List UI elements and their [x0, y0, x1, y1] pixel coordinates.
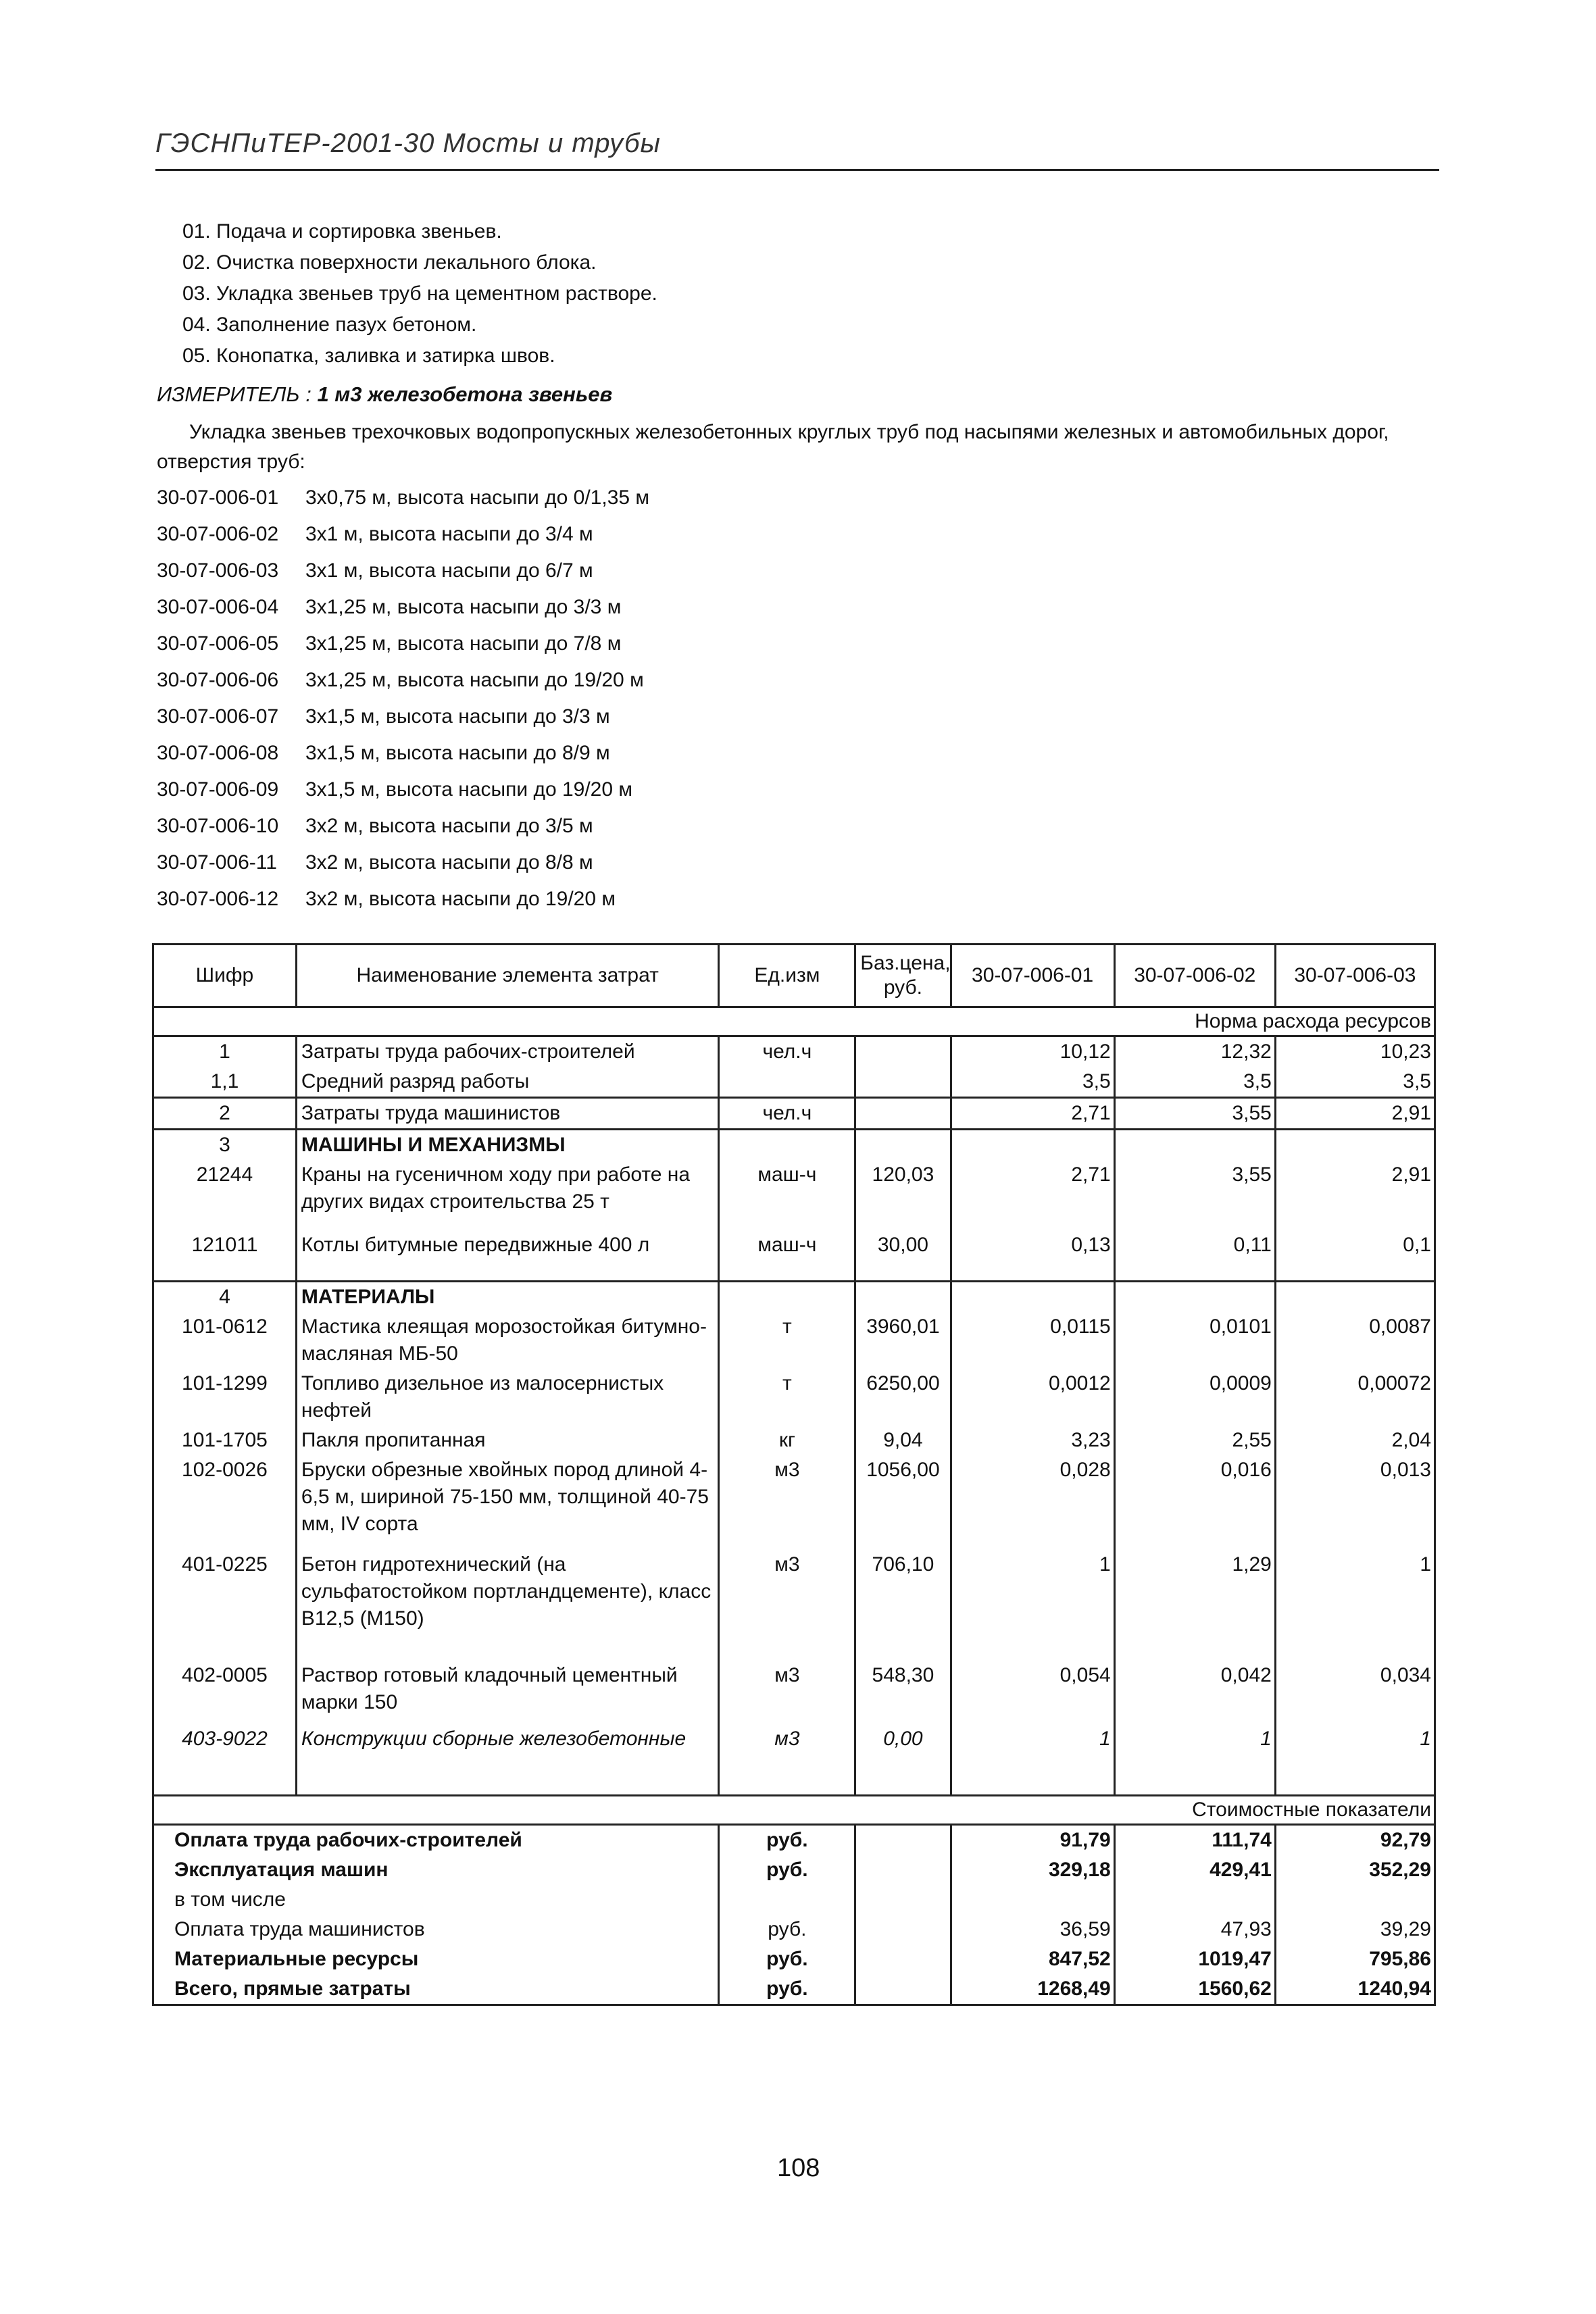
- cell-v1: [951, 1130, 1114, 1161]
- step-item: 05. Конопатка, заливка и затирка швов.: [182, 345, 555, 367]
- code-number: 30-07-006-04: [157, 596, 279, 618]
- code-number: 30-07-006-07: [157, 705, 279, 728]
- code-number: 30-07-006-03: [157, 559, 279, 582]
- step-item: 03. Укладка звеньев труб на цементном растворе.: [182, 282, 657, 305]
- cell-v2: 12,32: [1114, 1036, 1275, 1067]
- table-row: [153, 1661, 1435, 1724]
- cell-v2: 0,042: [1114, 1661, 1275, 1724]
- table-row: [153, 1160, 1435, 1230]
- cost-v2: 1019,47: [1114, 1944, 1275, 1974]
- cost-price: [855, 1825, 951, 1856]
- code-row: [157, 735, 649, 772]
- cell-v2: 1: [1114, 1724, 1275, 1796]
- code-number: 30-07-006-01: [157, 486, 279, 509]
- cost-v3: 39,29: [1275, 1915, 1435, 1944]
- work-steps: [182, 216, 657, 372]
- cell-code: 1,1: [153, 1067, 297, 1098]
- cell-name: Топливо дизельное из малосернистых нефтей: [296, 1369, 719, 1426]
- step-item: 01. Подача и сортировка звеньев.: [182, 220, 502, 243]
- header-code: Шифр: [153, 945, 297, 1007]
- code-text: 3х1,5 м, высота насыпи до 3/3 м: [305, 705, 610, 728]
- cell-v2: [1114, 1130, 1275, 1161]
- cost-v3: 1240,94: [1275, 1974, 1435, 2005]
- code-number: 30-07-006-06: [157, 669, 279, 691]
- cell-name: Конструкции сборные железобетонные: [296, 1724, 719, 1796]
- cost-name: Оплата труда рабочих-строителей: [153, 1825, 719, 1856]
- cell-unit: [719, 1130, 855, 1161]
- resource-table: [152, 943, 1436, 2006]
- cell-price: 548,30: [855, 1661, 951, 1724]
- cell-v3: [1275, 1130, 1435, 1161]
- cell-name: Затраты труда рабочих-строителей: [296, 1036, 719, 1067]
- cost-row: [153, 1825, 1435, 1856]
- code-row: [157, 881, 649, 917]
- code-row: [157, 480, 649, 516]
- cell-v3: 0,013: [1275, 1455, 1435, 1550]
- cell-code: 102-0026: [153, 1455, 297, 1550]
- cell-name: Бруски обрезные хвойных пород длиной 4-6,5 м, шириной 75-150 мм, толщиной 40-75 мм, IV сорта: [296, 1455, 719, 1550]
- cost-v1: 91,79: [951, 1825, 1114, 1856]
- cost-price: [855, 1855, 951, 1885]
- cell-price: [855, 1036, 951, 1067]
- cell-v2: 0,016: [1114, 1455, 1275, 1550]
- cell-name: Бетон гидротехнический (на сульфатостойком портландцементе), класс В12,5 (М150): [296, 1550, 719, 1661]
- code-number: 30-07-006-05: [157, 632, 279, 655]
- cell-code: 3: [153, 1130, 297, 1161]
- cell-price: [855, 1098, 951, 1130]
- cell-unit: м3: [719, 1724, 855, 1796]
- cell-unit: чел.ч: [719, 1036, 855, 1067]
- code-text: 3х1 м, высота насыпи до 6/7 м: [305, 559, 593, 582]
- cell-code: 402-0005: [153, 1661, 297, 1724]
- cost-row: [153, 1915, 1435, 1944]
- section-title: МАШИНЫ И МЕХАНИЗМЫ: [296, 1130, 719, 1161]
- code-number: 30-07-006-02: [157, 523, 279, 545]
- code-number: 30-07-006-09: [157, 778, 279, 801]
- cell-v3: 2,91: [1275, 1098, 1435, 1130]
- code-text: 3х1,5 м, высота насыпи до 19/20 м: [305, 778, 633, 801]
- table-row: [153, 1130, 1435, 1161]
- cell-v1: 0,054: [951, 1661, 1114, 1724]
- cell-v3: [1275, 1282, 1435, 1313]
- cell-price: 9,04: [855, 1426, 951, 1455]
- band-norms-label: Норма расхода ресурсов: [153, 1007, 1435, 1036]
- cell-v3: 2,91: [1275, 1160, 1435, 1230]
- cell-name: Раствор готовый кладочный цементный марки 150: [296, 1661, 719, 1724]
- header-title: ГЭСНПиТЕР-2001-30 Мосты и трубы: [155, 128, 661, 158]
- cell-name: Мастика клеящая морозостойкая битумно-масляная МБ-50: [296, 1312, 719, 1369]
- section-title: МАТЕРИАЛЫ: [296, 1282, 719, 1313]
- table-header: [153, 945, 1435, 1007]
- cell-code: 121011: [153, 1230, 297, 1282]
- cost-v2: [1114, 1885, 1275, 1915]
- cell-v3: 10,23: [1275, 1036, 1435, 1067]
- cell-price: 0,00: [855, 1724, 951, 1796]
- cell-v1: 3,5: [951, 1067, 1114, 1098]
- cell-unit: маш-ч: [719, 1230, 855, 1282]
- cell-price: 120,03: [855, 1160, 951, 1230]
- cell-v1: 1: [951, 1724, 1114, 1796]
- code-text: 3х0,75 м, высота насыпи до 0/1,35 м: [305, 486, 650, 509]
- code-text: 3х2 м, высота насыпи до 19/20 м: [305, 888, 616, 910]
- cell-code: 101-0612: [153, 1312, 297, 1369]
- cost-name: в том числе: [153, 1885, 719, 1915]
- step-item: 04. Заполнение пазух бетоном.: [182, 313, 477, 336]
- cost-unit: руб.: [719, 1915, 855, 1944]
- cell-v2: 3,55: [1114, 1160, 1275, 1230]
- cell-name: Котлы битумные передвижные 400 л: [296, 1230, 719, 1282]
- code-text: 3х1,25 м, высота насыпи до 7/8 м: [305, 632, 622, 655]
- code-row: [157, 516, 649, 553]
- table-row: [153, 1369, 1435, 1426]
- cost-v2: 47,93: [1114, 1915, 1275, 1944]
- cell-name: Краны на гусеничном ходу при работе на других видах строительства 25 т: [296, 1160, 719, 1230]
- cell-unit: м3: [719, 1661, 855, 1724]
- cell-v3: 3,5: [1275, 1067, 1435, 1098]
- cell-unit: [719, 1067, 855, 1098]
- code-row: [157, 662, 649, 699]
- description: Укладка звеньев трехочковых водопропускных железобетонных круглых труб под насыпями железных и автомобильных дорог, отверстия труб:: [157, 421, 1389, 473]
- cell-price: [855, 1130, 951, 1161]
- table-row: [153, 1455, 1435, 1550]
- code-text: 3х2 м, высота насыпи до 3/5 м: [305, 815, 593, 837]
- cost-unit: [719, 1885, 855, 1915]
- code-number: 30-07-006-08: [157, 742, 279, 764]
- cell-v1: 3,23: [951, 1426, 1114, 1455]
- cell-v3: 1: [1275, 1550, 1435, 1661]
- header-unit: Ед.изм: [719, 945, 855, 1007]
- cell-v1: 2,71: [951, 1098, 1114, 1130]
- cell-unit: т: [719, 1312, 855, 1369]
- cost-v1: 329,18: [951, 1855, 1114, 1885]
- cost-row: [153, 1885, 1435, 1915]
- cell-v1: 0,0012: [951, 1369, 1114, 1426]
- measure-label: ИЗМЕРИТЕЛЬ :: [157, 382, 311, 406]
- cost-name: Оплата труда машинистов: [153, 1915, 719, 1944]
- cell-v1: 0,13: [951, 1230, 1114, 1282]
- cell-v2: 0,0101: [1114, 1312, 1275, 1369]
- code-row: [157, 808, 649, 845]
- cost-name: Материальные ресурсы: [153, 1944, 719, 1974]
- cell-price: 3960,01: [855, 1312, 951, 1369]
- cell-name: Затраты труда машинистов: [296, 1098, 719, 1130]
- cost-v1: 1268,49: [951, 1974, 1114, 2005]
- cell-unit: маш-ч: [719, 1160, 855, 1230]
- band-costs: [153, 1796, 1435, 1825]
- band-costs-label: Стоимостные показатели: [153, 1796, 1435, 1825]
- cell-v1: 2,71: [951, 1160, 1114, 1230]
- cell-code: 101-1705: [153, 1426, 297, 1455]
- cell-price: [855, 1282, 951, 1313]
- table-row: [153, 1036, 1435, 1067]
- code-row: [157, 626, 649, 662]
- cost-v2: 429,41: [1114, 1855, 1275, 1885]
- cell-v3: 0,0087: [1275, 1312, 1435, 1369]
- cell-v1: 10,12: [951, 1036, 1114, 1067]
- code-number: 30-07-006-12: [157, 888, 279, 910]
- code-list: [157, 480, 649, 917]
- cost-name: Эксплуатация машин: [153, 1855, 719, 1885]
- code-row: [157, 772, 649, 808]
- cost-unit: руб.: [719, 1944, 855, 1974]
- cell-unit: м3: [719, 1455, 855, 1550]
- cell-code: 2: [153, 1098, 297, 1130]
- table-row: [153, 1724, 1435, 1796]
- cell-code: 4: [153, 1282, 297, 1313]
- cell-v3: 2,04: [1275, 1426, 1435, 1455]
- code-text: 3х1,25 м, высота насыпи до 3/3 м: [305, 596, 622, 618]
- cost-unit: руб.: [719, 1855, 855, 1885]
- cost-row: [153, 1974, 1435, 2005]
- cost-v2: 1560,62: [1114, 1974, 1275, 2005]
- cell-v1: 0,0115: [951, 1312, 1114, 1369]
- code-text: 3х1,25 м, высота насыпи до 19/20 м: [305, 669, 644, 691]
- cell-price: 706,10: [855, 1550, 951, 1661]
- step-item: 02. Очистка поверхности лекального блока.: [182, 251, 597, 274]
- cell-unit: [719, 1282, 855, 1313]
- code-text: 3х2 м, высота насыпи до 8/8 м: [305, 851, 593, 874]
- cell-v2: 3,5: [1114, 1067, 1275, 1098]
- cell-unit: т: [719, 1369, 855, 1426]
- code-row: [157, 553, 649, 589]
- cost-price: [855, 1885, 951, 1915]
- code-row: [157, 589, 649, 626]
- cell-v3: 1: [1275, 1724, 1435, 1796]
- table-row: [153, 1098, 1435, 1130]
- cell-v2: 3,55: [1114, 1098, 1275, 1130]
- code-row: [157, 699, 649, 735]
- cell-v1: 1: [951, 1550, 1114, 1661]
- cell-v2: 0,0009: [1114, 1369, 1275, 1426]
- cell-v2: 0,11: [1114, 1230, 1275, 1282]
- cell-unit: м3: [719, 1550, 855, 1661]
- cost-v3: [1275, 1885, 1435, 1915]
- cell-v2: 2,55: [1114, 1426, 1275, 1455]
- band-norms: [153, 1007, 1435, 1036]
- cell-name: Пакля пропитанная: [296, 1426, 719, 1455]
- table-row: [153, 1426, 1435, 1455]
- header-price: Баз.цена, руб.: [855, 945, 951, 1007]
- cell-v3: 0,00072: [1275, 1369, 1435, 1426]
- cost-unit: руб.: [719, 1825, 855, 1856]
- cell-code: 101-1299: [153, 1369, 297, 1426]
- page-number: 108: [777, 2154, 820, 2182]
- cell-name: Средний разряд работы: [296, 1067, 719, 1098]
- cell-price: [855, 1067, 951, 1098]
- cost-price: [855, 1974, 951, 2005]
- cell-price: 30,00: [855, 1230, 951, 1282]
- measure-value: 1 м3 железобетона звеньев: [317, 382, 613, 406]
- header-col1: 30-07-006-01: [951, 945, 1114, 1007]
- cell-price: 1056,00: [855, 1455, 951, 1550]
- cost-price: [855, 1944, 951, 1974]
- cost-v2: 111,74: [1114, 1825, 1275, 1856]
- table-row: [153, 1282, 1435, 1313]
- code-text: 3х1 м, высота насыпи до 3/4 м: [305, 523, 593, 545]
- cost-price: [855, 1915, 951, 1944]
- cell-v3: 0,1: [1275, 1230, 1435, 1282]
- cost-v3: 795,86: [1275, 1944, 1435, 1974]
- header-col3: 30-07-006-03: [1275, 945, 1435, 1007]
- cost-v1: 36,59: [951, 1915, 1114, 1944]
- cell-v1: [951, 1282, 1114, 1313]
- cost-row: [153, 1944, 1435, 1974]
- cell-code: 401-0225: [153, 1550, 297, 1661]
- table-row: [153, 1550, 1435, 1661]
- cost-row: [153, 1855, 1435, 1885]
- cell-code: 403-9022: [153, 1724, 297, 1796]
- code-number: 30-07-006-11: [157, 851, 277, 874]
- header-col2: 30-07-006-02: [1114, 945, 1275, 1007]
- cell-unit: кг: [719, 1426, 855, 1455]
- cost-name: Всего, прямые затраты: [153, 1974, 719, 2005]
- table-row: [153, 1230, 1435, 1282]
- code-row: [157, 845, 649, 881]
- cell-v3: 0,034: [1275, 1661, 1435, 1724]
- cost-unit: руб.: [719, 1974, 855, 2005]
- cell-v1: 0,028: [951, 1455, 1114, 1550]
- cost-v1: [951, 1885, 1114, 1915]
- table-row: [153, 1067, 1435, 1098]
- cell-v2: 1,29: [1114, 1550, 1275, 1661]
- cell-v2: [1114, 1282, 1275, 1313]
- cell-code: 1: [153, 1036, 297, 1067]
- cell-price: 6250,00: [855, 1369, 951, 1426]
- cell-code: 21244: [153, 1160, 297, 1230]
- cost-v3: 92,79: [1275, 1825, 1435, 1856]
- measure-line: [157, 382, 612, 407]
- cost-v3: 352,29: [1275, 1855, 1435, 1885]
- table-row: [153, 1312, 1435, 1369]
- code-text: 3х1,5 м, высота насыпи до 8/9 м: [305, 742, 610, 764]
- code-number: 30-07-006-10: [157, 815, 279, 837]
- header-name: Наименование элемента затрат: [296, 945, 719, 1007]
- cell-unit: чел.ч: [719, 1098, 855, 1130]
- cost-v1: 847,52: [951, 1944, 1114, 1974]
- running-header: [155, 128, 1439, 171]
